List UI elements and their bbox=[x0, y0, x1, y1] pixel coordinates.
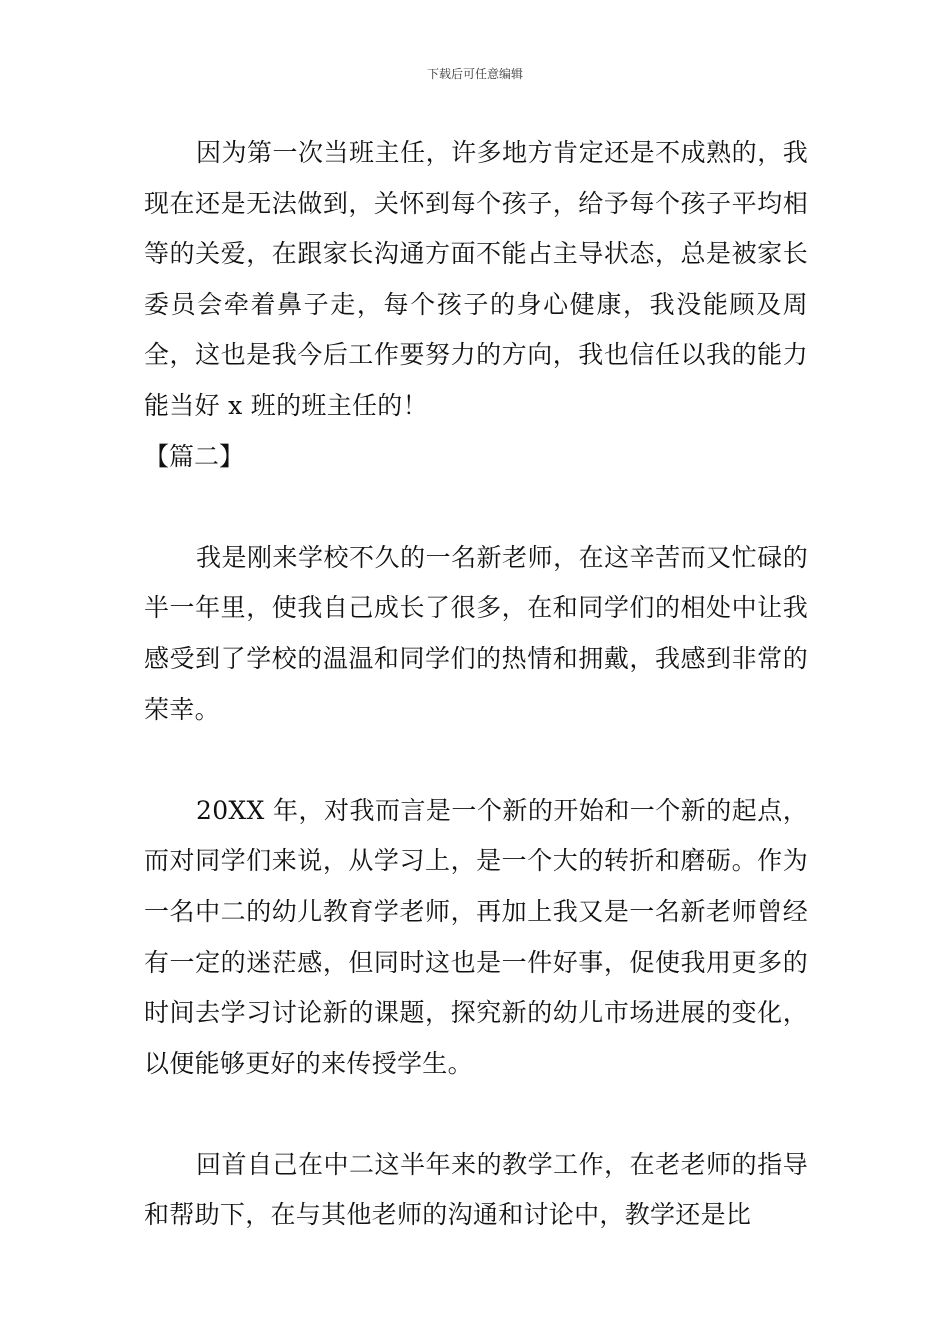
page-header: 下载后可任意编辑 bbox=[426, 67, 523, 81]
paragraph-4: 回首自己在中二这半年来的教学工作，在老老师的指导和帮助下，在与其他老师的沟通和讨论中，教学还是比 bbox=[144, 1149, 808, 1230]
document-body bbox=[144, 128, 808, 1241]
section-heading: 【篇二】 bbox=[144, 441, 245, 471]
paragraph-1: 因为第一次当班主任，许多地方肯定还是不成熟的，我现在还是无法做到，关怀到每个孩子，给予每个孩子平均相等的关爱，在跟家长沟通方面不能占主导状态，总是被家长委员会牵着鼻子走，每个孩子的身心健康，我没能顾及周全，这也是我今后工作要努力的方向，我也信任以我的能力能当好 x 班的班主任的！ bbox=[144, 138, 808, 420]
paragraph-spacer bbox=[144, 735, 808, 786]
paragraph-spacer bbox=[144, 1089, 808, 1140]
paragraph-2: 我是刚来学校不久的一名新老师，在这辛苦而又忙碌的半一年里，使我自己成长了很多，在和同学们的相处中让我感受到了学校的温温和同学们的热情和拥戴，我感到非常的荣幸。 bbox=[144, 542, 808, 724]
paragraph-spacer bbox=[144, 482, 808, 533]
paragraph-3: 20XX 年，对我而言是一个新的开始和一个新的起点，而对同学们来说，从学习上，是一个大的转折和磨砺。作为一名中二的幼儿教育学老师，再加上我又是一名新老师曾经有一定的迷茫感，但同时这也是一件好事，促使我用更多的时间去学习讨论新的课题，探究新的幼儿市场进展的变化，以便能够更好的来传授学生。 bbox=[144, 795, 808, 1078]
